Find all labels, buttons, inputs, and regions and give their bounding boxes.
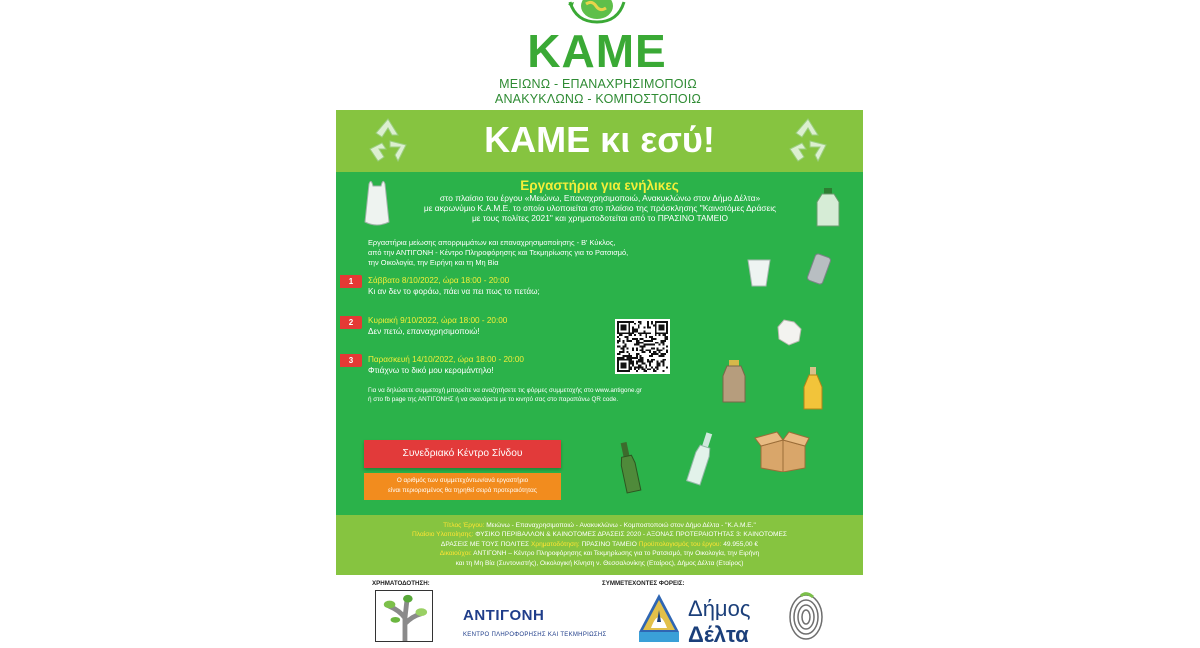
fingerprint-logo bbox=[787, 592, 825, 642]
oil-bottle-icon bbox=[802, 367, 824, 411]
delta-municipality-emblem bbox=[637, 592, 681, 642]
globe-recycle-icon bbox=[566, 0, 628, 26]
venue-label: Συνεδριακό Κέντρο Σίνδου bbox=[364, 440, 561, 468]
green-fund-tree-logo bbox=[375, 590, 433, 642]
logo-title: ΚΑΜΕ bbox=[527, 25, 667, 77]
poster-headline: ΚΑΜΕ κι εσύ! bbox=[484, 119, 715, 160]
glass-bottle-green-icon bbox=[616, 442, 642, 494]
footer-line: και τη Μη Βία (Συντονιστής), Οικολογική Κίνηση ν. Θεσσαλονίκης (Εταίρος), Δήμος Δέλτα (Εταίρος) bbox=[455, 560, 744, 567]
intro-line: με ακρωνύμιο Κ.Α.Μ.Ε. το οποίο υλοποιείται στο πλαίσιο της πρόσκλησης "Καινοτόμες Δράσεις bbox=[423, 203, 777, 213]
capacity-line: είναι περιορισμένος θα τηρηθεί σειρά προτεραιότητας bbox=[388, 487, 537, 494]
session-number-badge: 3 bbox=[340, 354, 362, 367]
session-date: Κυριακή 9/10/2022, ώρα 18:00 - 20:00 bbox=[368, 316, 508, 325]
glass-jar-icon bbox=[721, 360, 747, 404]
session-number-badge: 1 bbox=[340, 275, 362, 288]
cardboard-box-icon bbox=[753, 430, 811, 472]
plastic-bottle-icon bbox=[813, 188, 843, 228]
session-date: Σάββατο 8/10/2022, ώρα 18:00 - 20:00 bbox=[368, 276, 510, 285]
registration-note-line: Για να δηλώσετε συμμετοχή μπορείτε να αναζητήσετε τις φόρμες συμμετοχής στο www.antigone.gr bbox=[368, 387, 642, 394]
footer-label: Πλαίσιο Υλοποίησης: bbox=[412, 531, 474, 538]
glass-bottle-clear-icon bbox=[686, 432, 716, 486]
antigoni-logo-text: ΑΝΤΙΓΟΝΗ bbox=[463, 607, 545, 624]
footer-label: Χρηματοδότηση: bbox=[530, 541, 580, 548]
description-line: Εργαστήρια μείωσης απορριμμάτων και επαναχρησιμοποίησης - Β' Κύκλος, bbox=[368, 238, 616, 247]
capacity-line: Ο αριθμός των συμμετεχόντων/ανά εργαστήριο bbox=[396, 477, 529, 484]
footer-label: Δικαιούχοι: bbox=[439, 550, 472, 557]
plastic-cup-icon bbox=[746, 258, 772, 288]
delta-logo-text-bold: Δέλτα bbox=[688, 622, 749, 647]
footer-value: ΔΡΑΣΕΙΣ ΜΕ ΤΟΥΣ ΠΟΛΙΤΕΣ bbox=[440, 541, 530, 548]
session-title: Δεν πετώ, επαναχρησιμοποιώ! bbox=[368, 327, 480, 336]
footer-line bbox=[336, 549, 863, 559]
logo-subtitle-line-1: ΜΕΙΩΝΩ - ΕΠΑΝΑΧΡΗΣΙΜΟΠΟΙΩ bbox=[499, 77, 697, 91]
footer-value: Μειώνω - Επαναχρησιμοποιώ - Ανακυκλώνω - Κομποστοποιώ στον Δήμο Δέλτα - "Κ.Α.Μ.Ε." bbox=[486, 522, 756, 529]
partners-label: ΣΥΜΜΕΤΕΧΟΝΤΕΣ ΦΟΡΕΙΣ: bbox=[602, 580, 685, 587]
tin-can-icon bbox=[804, 252, 834, 286]
qr-code[interactable] bbox=[615, 319, 670, 374]
intro-line: με τους πολίτες 2021" και χρηματοδοτείται από το ΠΡΑΣΙΝΟ ΤΑΜΕΙΟ bbox=[471, 213, 729, 223]
logo-subtitle-line-2: ΑΝΑΚΥΚΛΩΝΩ - ΚΟΜΠΟΣΤΟΠΟΙΩ bbox=[494, 92, 702, 106]
registration-note-line: ή στο fb page της ΑΝΤΙΓΟΝΗΣ ή να σκανάρετε με το κινητό σας στο παραπάνω QR code. bbox=[368, 396, 619, 403]
footer-value: ΠΡΑΣΙΝΟ ΤΑΜΕΙΟ bbox=[581, 541, 637, 548]
footer-label: Προϋπολογισμός του έργου: bbox=[638, 541, 722, 548]
antigoni-logo-subtitle: ΚΕΝΤΡΟ ΠΛΗΡΟΦΟΡΗΣΗΣ ΚΑΙ ΤΕΚΜΗΡΙΩΣΗΣ bbox=[463, 632, 607, 638]
description-line: από την ΑΝΤΙΓΟΝΗ - Κέντρο Πληροφόρησης και Τεκμηρίωσης για το Ρατσισμό, bbox=[368, 248, 629, 257]
footer-value: 49.955,00 € bbox=[723, 541, 759, 548]
funding-label: ΧΡΗΜΑΤΟΔΟΤΗΣΗ: bbox=[372, 580, 430, 587]
footer-line bbox=[336, 530, 863, 540]
session-number-badge: 2 bbox=[340, 316, 362, 329]
poster-subtitle: Εργαστήρια για ενήλικες bbox=[520, 178, 679, 193]
intro-line: στο πλαίσιο του έργου «Μειώνω, Επαναχρησιμοποιώ, Ανακυκλώνω στον Δήμο Δέλτα» bbox=[439, 193, 761, 203]
footer-value: ΑΝΤΙΓΟΝΗ – Κέντρο Πληροφόρησης και Τεκμηρίωσης για το Ρατσισμό, την Οικολογία, την Ειρήνη bbox=[473, 550, 760, 557]
plastic-bag-icon bbox=[361, 178, 393, 228]
crumpled-paper-icon bbox=[774, 317, 804, 347]
footer-label: Τίτλος Έργου: bbox=[443, 522, 485, 529]
footer-value: ΦΥΣΙΚΟ ΠΕΡΙΒΑΛΛΟΝ & ΚΑΙΝΟΤΟΜΕΣ ΔΡΑΣΕΙΣ 2020 - ΑΞΟΝΑΣ ΠΡΟΤΕΡΑΙΟΤΗΤΑΣ 3: ΚΑΙΝΟΤΟΜΕΣ bbox=[475, 531, 787, 538]
description-line: την Οικολογία, την Ειρήνη και τη Μη Βία bbox=[368, 258, 499, 267]
delta-logo-text: Δήμος bbox=[688, 596, 751, 621]
session-title: Κι αν δεν το φοράω, πάει να πει πως το πετάω; bbox=[368, 287, 540, 296]
session-date: Παρασκευή 14/10/2022, ώρα 18:00 - 20:00 bbox=[368, 355, 524, 364]
session-title: Φτιάχνω το δικό μου κεροµάντηλο! bbox=[368, 366, 494, 375]
